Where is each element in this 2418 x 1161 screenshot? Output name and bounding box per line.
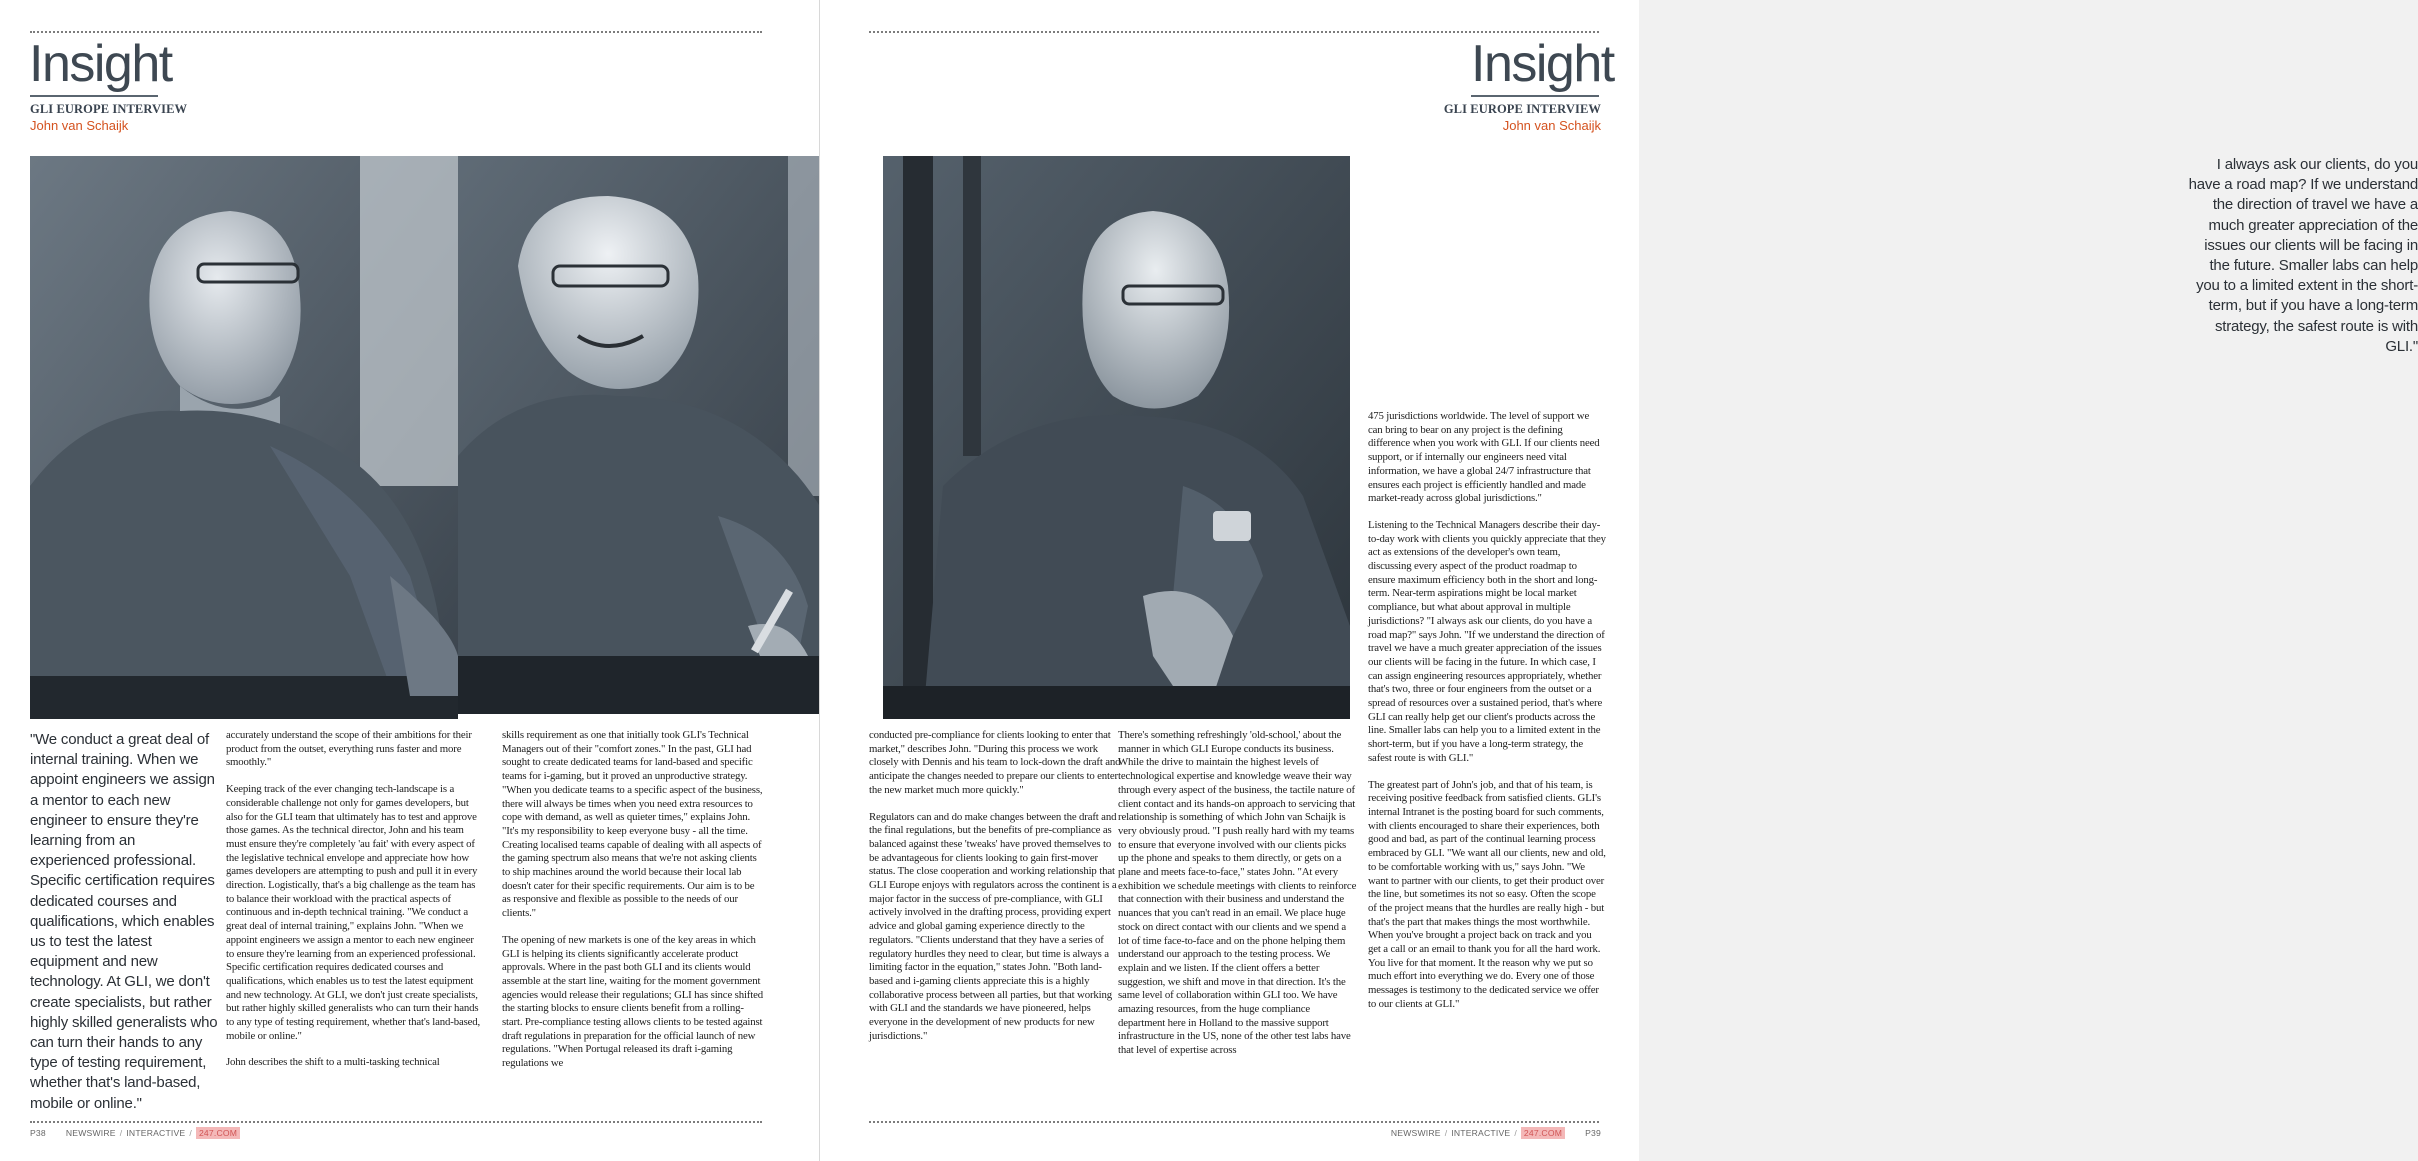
byline: John van Schaijk bbox=[30, 118, 129, 133]
footer-publication: NEWSWIRE bbox=[65, 1128, 116, 1138]
interview-kicker: GLI EUROPE INTERVIEW bbox=[1443, 102, 1601, 116]
paragraph: conducted pre-compliance for clients looking to enter that market," describes John. "During this process we work closely with Dennis and his team to lock-down the draft and anticipate the changes needed to prepare our clients to enter the new market much more quickly." bbox=[869, 729, 1121, 796]
article-column-2 bbox=[502, 729, 764, 1084]
paragraph: skills requirement as one that initially took GLI's Technical Managers out of their "comfort zones." In the past, GLI had sought to create dedicated teams for land-based and specific teams for i-gaming, but it proved an unproductive strategy. "When you dedicate teams to a specific aspect of the business, there will always be times when you need extra resources to cope with demand, as well as quieter times," explains John. "It's my responsibility to keep everyone busy - all the time. Creating localised teams capable of dealing with all aspects of the gaming spectrum also means that we're not asking clients to ship machines around the world because their local lab doesn't cater for their specific requirements. Our aim is to be as responsive and flexible as possible to the needs of our clients." bbox=[502, 729, 763, 920]
page-footer: P38 NEWSWIRE / INTERACTIVE / 247.COM bbox=[30, 1128, 240, 1138]
paragraph: accurately understand the scope of their ambitions for their product from the outset, everything runs faster and more smoothly." bbox=[226, 729, 472, 769]
photo-profile bbox=[30, 156, 458, 719]
bottom-dotted-rule bbox=[869, 1121, 1599, 1123]
section-title: Insight bbox=[29, 35, 172, 93]
paragraph: The greatest part of John's job, and that of his team, is receiving positive feedback from satisfied clients. GLI's internal Intranet is the posting board for such comments, with clients encouraged to share their experiences, both good and bad, as part of the continual learning process embraced by GLI. "We want all our clients, new and old, to be comfortable working with us," says John. "We want to partner with our clients, to get their product over the line, but sometimes its not so easy. Often the scope of the project means that the hurdles are really high - but that's the part that makes things the most worthwhile. When you've brought a project back on track and you get a call or an email to thank you for all the hard work. You live for that moment. It the reason why we put so much effort into everything we do. Every one of those messages is testimony to the dedicated service we offer to our clients at GLI." bbox=[1368, 778, 1606, 1010]
byline: John van Schaijk bbox=[1502, 118, 1601, 133]
pull-quote: "We conduct a great deal of internal training. When we appoint engineers we assign a mentor to each new engineer to ensure they're learning from an experienced professional. Specific certification requires dedicated courses and qualifications, which enables us to test the latest equipment and new technology. At GLI, we don't create specialists, but rather highly skilled generalists who can turn their hands to any type of testing requirement, whether that's land-based, mobile or online." bbox=[30, 731, 218, 1112]
paragraph: The opening of new markets is one of the key areas in which GLI is helping its clients significantly accelerate product approvals. Where in the past both GLI and its clients would assemble at the start line, waiting for the moment government agencies would release their regulations; GLI has since shifted the starting blocks to ensure clients benefit from a rolling-start. Pre-compliance testing allows clients to be tested against draft regulations in preparation for the official launch of new regulations. "When Portugal released its draft i-gaming regulations we bbox=[502, 933, 763, 1070]
pull-quote: I always ask our clients, do you have a road map? If we understand the direction of travel we have a much greater appreciation of the issues our clients will be facing in the future. Smaller labs can help you to a limited extent in the short-term, but if you have a long-term strategy, the safest route is with GLI." bbox=[2188, 156, 2418, 355]
top-dotted-rule bbox=[869, 31, 1599, 33]
section-title: Insight bbox=[1471, 35, 1614, 93]
left-page bbox=[0, 0, 819, 1161]
paragraph: John describes the shift to a multi-tasking technical bbox=[226, 1056, 440, 1069]
page-number: P38 bbox=[30, 1128, 46, 1138]
footer-site-link[interactable]: 247.COM bbox=[1521, 1127, 1565, 1139]
paragraph: Listening to the Technical Managers describe their day-to-day work with clients you quickly appreciate that they act as extensions of the developer's own team, discussing every aspect of the product roadmap to ensure maximum efficiency both in the short and long-term. Near-term aspirations might be local market compliance, but what about approval in multiple jurisdictions? "I always ask our clients, do you have a road map?" says John. "If we understand the direction of travel we have a much greater appreciation of the issues our clients will be facing in the future. In which case, I can assign engineering resources appropriately, whether that's two, three or four engineers from the outset or a spread of resources over a sustained period, that's where GLI can really help get our client's products across the line. Smaller labs can help you to a limited extent in the short-term, but if you have a long-term strategy, the safest route is with GLI." bbox=[1368, 518, 1606, 764]
paragraph: There's something refreshingly 'old-school,' about the manner in which GLI Europe conducts its business. While the drive to maintain the highest levels of technological expertise and knowledge weave their way through every aspect of the business, the tactile nature of client contact and its hands-on approach to servicing that relationship is something of which John van Schaijk is very obviously proud. "I push really hard with my teams to ensure that everyone involved with our clients picks up the phone and speaks to them directly, or gets on a plane and meets face-to-face," states John. "At every exhibition we schedule meetings with clients to reinforce that connection with their business and understand the nuances that you can't read in an email. We place huge stock on direct contact with our clients and we spend a lot of time face-to-face and on the phone helping them understand our approach to the testing process. We explain and we listen. If the client offers a better suggestion, we shift and move in that direction. It's the same level of collaboration within GLI too. We have amazing resources, from the huge compliance department here in Holland to the massive support infrastructure in the US, none of the other test labs have that level of expertise across bbox=[1118, 729, 1357, 1057]
paragraph: 475 jurisdictions worldwide. The level of support we can bring to bear on any project is the defining difference when you work with GLI. If our clients need support, or if internally our engineers need vital information, we have a global 24/7 infrastructure that ensures each project is efficiently handled and made market-ready across global jurisdictions." bbox=[1368, 410, 1600, 505]
page-footer: NEWSWIRE / INTERACTIVE / 247.COM P39 bbox=[1390, 1128, 1601, 1138]
title-underline bbox=[30, 95, 158, 97]
photo-profile-image bbox=[30, 156, 458, 719]
article-column-3 bbox=[869, 729, 1121, 1056]
paragraph: Keeping track of the ever changing tech-landscape is a considerable challenge not only for games developers, but also for the GLI team that ultimately has to test and approve those games. As the technical director, John and his team must ensure they're completely 'au fait' with every aspect of the legislative technical envelope and appreciate how how games developers are attempting to push and pull it in every direction. Logistically, that's a big challenge as the team has to balance their workload with the practical aspects of continuous and in-depth technical training. "We conduct a great deal of internal training," explains John. "When we appoint engineers we assign a mentor to each new engineer to ensure they're learning from an experienced professional. Specific certification requires dedicated courses and qualifications, which enables us to test the latest equipment and new technology. At GLI, we don't just create specialists, but rather highly skilled generalists who can turn their hands to any type of testing requirement, whether that's land-based, mobile or online." bbox=[226, 783, 481, 1042]
footer-site-link[interactable]: 247.COM bbox=[196, 1127, 240, 1139]
footer-publication: NEWSWIRE bbox=[1390, 1128, 1441, 1138]
footer-section: INTERACTIVE bbox=[126, 1128, 186, 1138]
article-column-5 bbox=[1368, 410, 1606, 1025]
right-page bbox=[820, 0, 2418, 1161]
paragraph: Regulators can and do make changes between the draft and the final regulations, but the benefits of pre-compliance as balanced against these 'tweaks' have proved themselves to be advantageous for clients looking to gain first-mover status. The close cooperation and working relationship that GLI Europe enjoys with regulators across the continent is a major factor in the success of pre-compliance, with GLI actively involved in the drafting process, providing expert advice and global gaming experience directly to the regulators. "Clients understand that they have a series of regulatory hurdles they need to clear, but time is always a limiting factor in the equation," states John. "Both land-based and i-gaming clients appreciate this is a highly collaborative process between all parties, but that working with GLI and the standards we have pioneered, helps everyone in the development of new products for new jurisdictions." bbox=[869, 810, 1117, 1042]
photo-leaning bbox=[883, 156, 1350, 719]
interview-kicker: GLI EUROPE INTERVIEW bbox=[30, 102, 188, 116]
article-column-4 bbox=[1118, 729, 1358, 1071]
page-number: P39 bbox=[1585, 1128, 1601, 1138]
footer-section: INTERACTIVE bbox=[1451, 1128, 1511, 1138]
photo-leaning-image bbox=[883, 156, 1350, 719]
title-underline bbox=[1471, 95, 1599, 97]
article-column-1 bbox=[226, 729, 484, 1083]
top-dotted-rule bbox=[30, 31, 762, 33]
bottom-dotted-rule bbox=[30, 1121, 762, 1123]
